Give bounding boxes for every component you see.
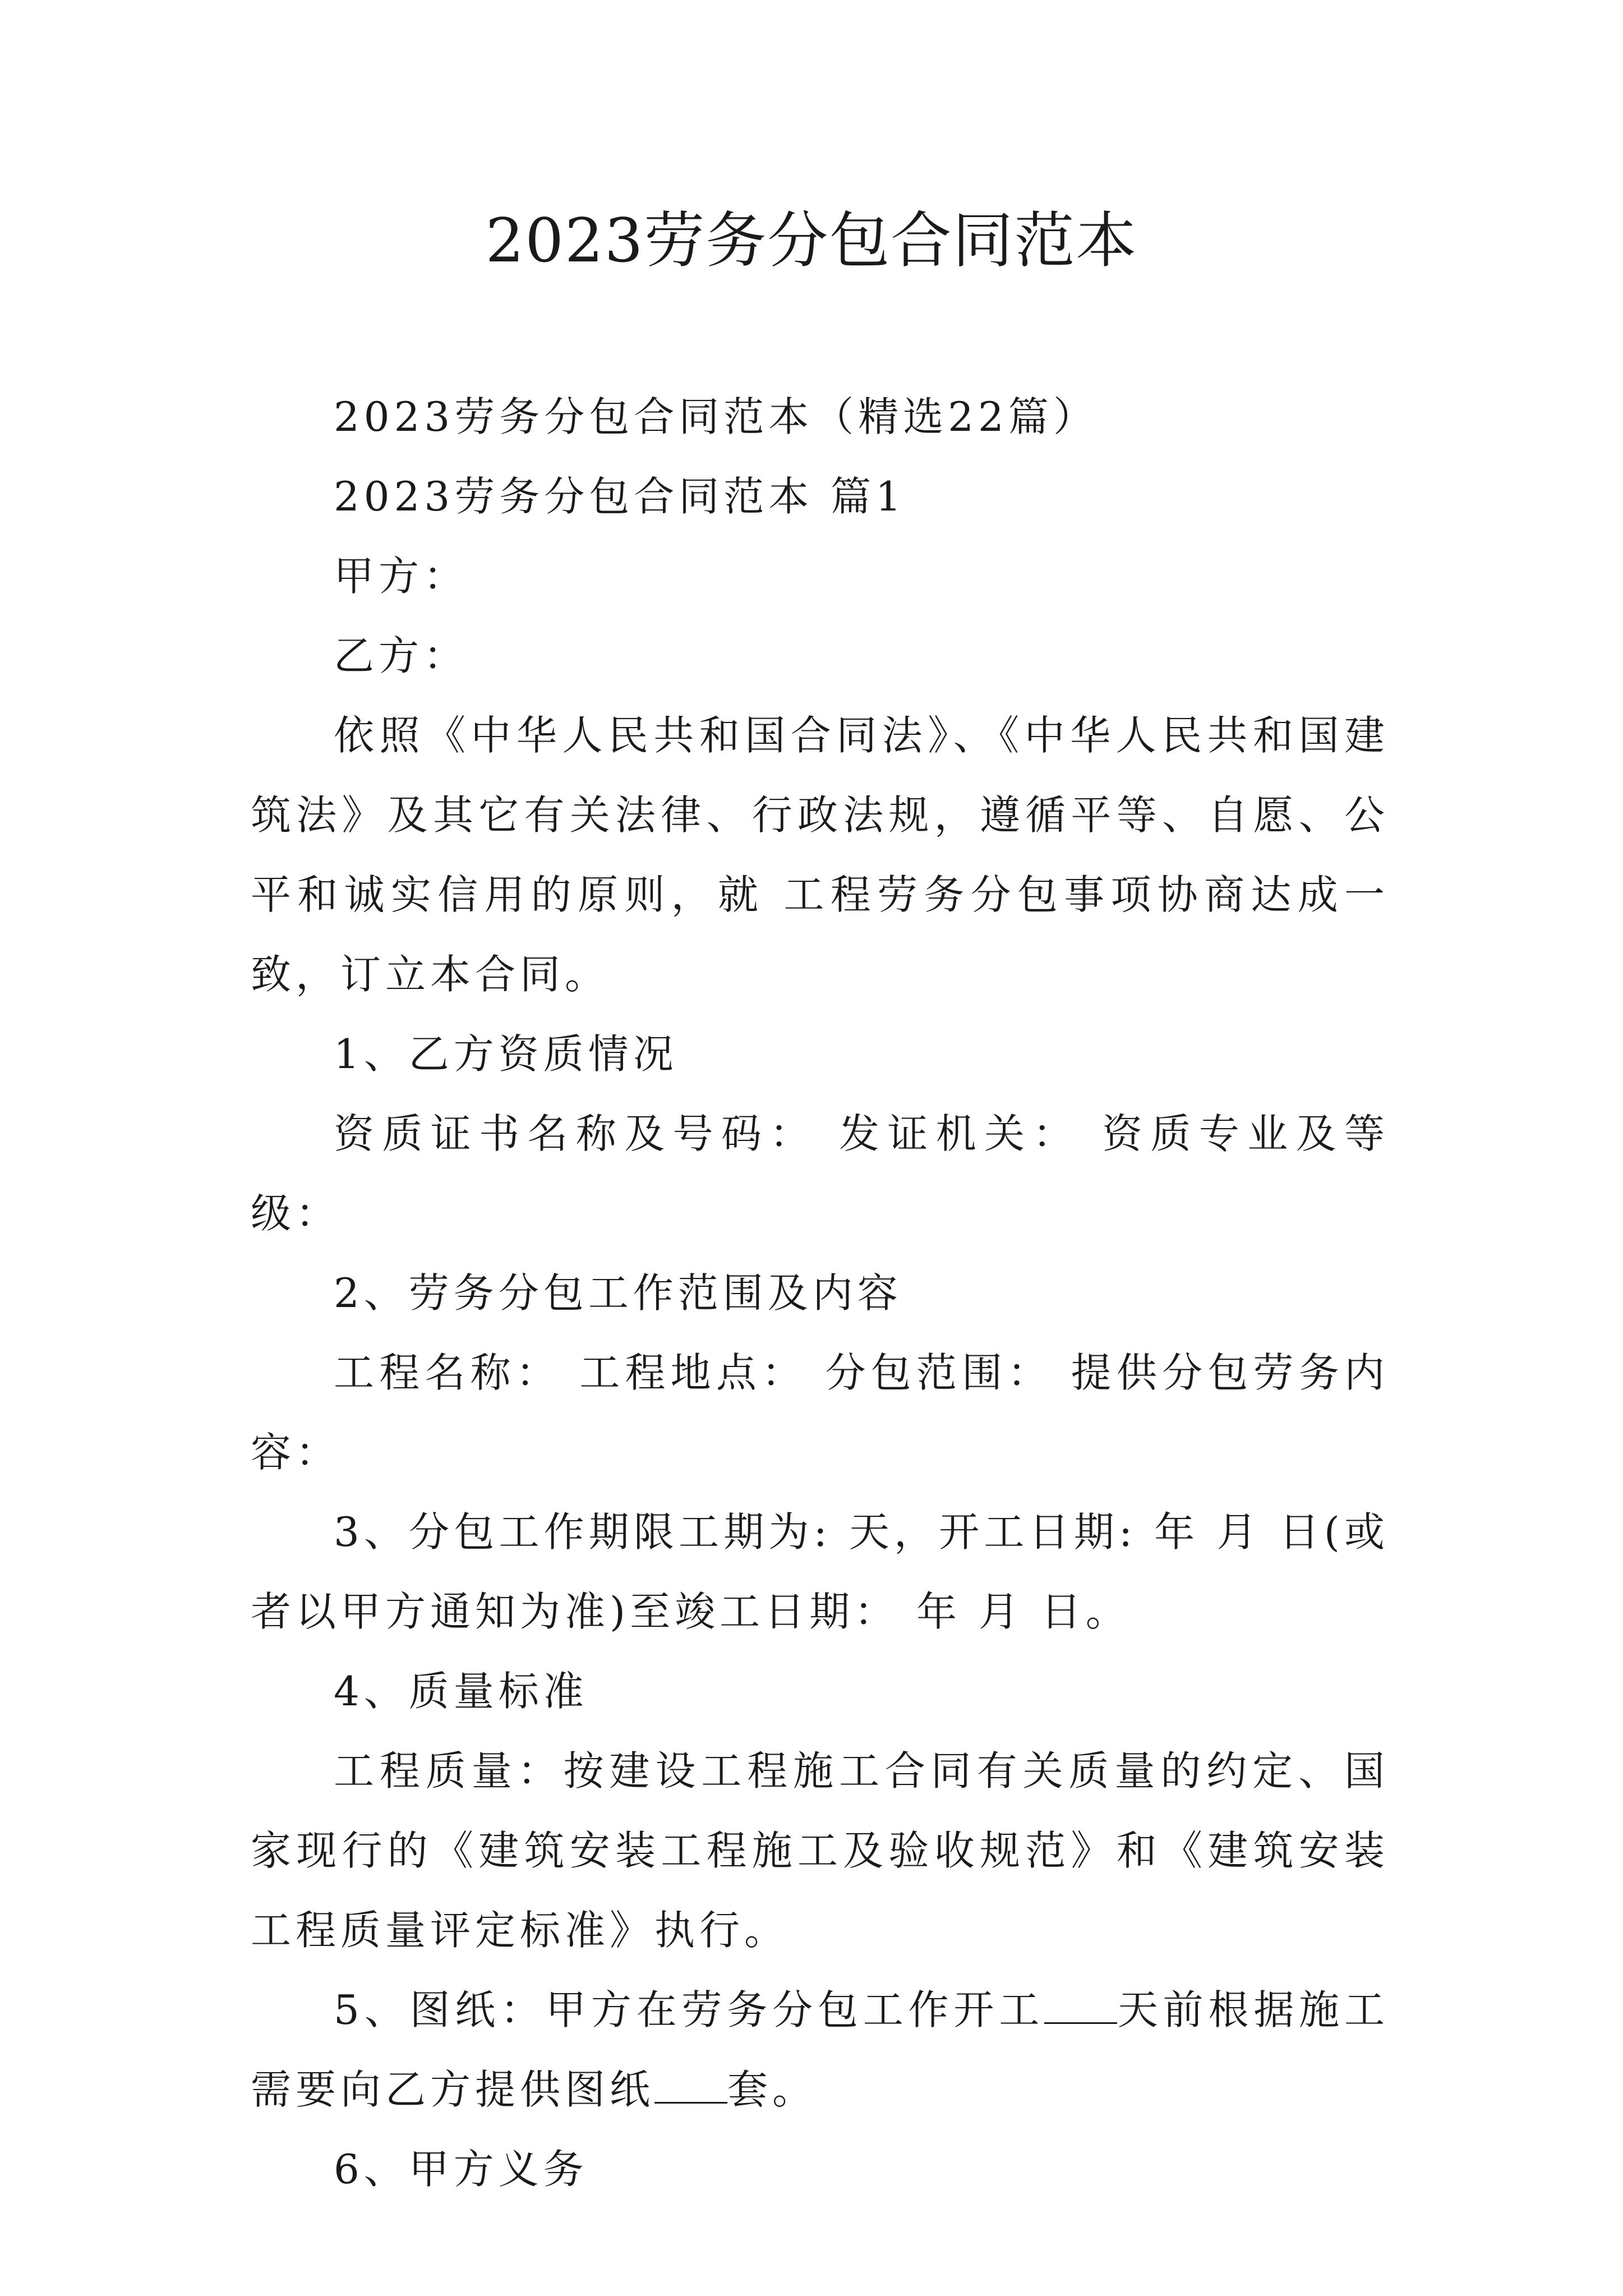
party-a-line: 甲方： [334,553,469,600]
section-5-part-2: 天前根据施工需要向乙方提供图纸 [251,1986,1389,2113]
section-5-part-1: 5、图纸：甲方在劳务分包工作开工 [334,1986,1045,2033]
fill-in-blank [1044,1987,1117,2024]
section-4-body: 工程质量：按建设工程施工合同有关质量的约定、国家现行的《建筑安装工程施工及验收规范》和《建筑安装工程质量评定标准》执行。 [251,1747,1389,1954]
collection-heading: 2023劳务分包合同范本（精选22篇） [334,393,1098,440]
document-title: 2023劳务分包合同范本 [485,206,1138,276]
preamble-paragraph: 依照《中华人民共和国合同法》、《中华人民共和国建筑法》及其它有关法律、行政法规，遵循平等、自愿、公平和诚实信用的原则，就 工程劳务分包事项协商达成一致，订立本合同。 [251,712,1389,998]
article-heading: 2023劳务分包合同范本 篇1 [334,473,906,520]
document-body [251,377,1389,2209]
section-1-body: 资质证书名称及号码： 发证机关： 资质专业及等级： [251,1110,1389,1237]
fill-in-blank [654,2067,727,2104]
section-6-title: 6、甲方义务 [334,2146,588,2193]
section-3-body: 3、分包工作期限工期为: 天，开工日期: 年 月 日(或者以甲方通知为准)至竣工日期： 年 月 日。 [251,1508,1389,1635]
section-4-title: 4、质量标准 [334,1668,588,1715]
section-5-part-3: 套。 [727,2066,818,2113]
section-5-body [251,1970,1389,2129]
section-2-title: 2、劳务分包工作范围及内容 [334,1269,902,1317]
party-b-line: 乙方： [334,632,469,679]
section-2-body: 工程名称： 工程地点： 分包范围： 提供分包劳务内容： [251,1349,1389,1476]
section-1-title: 1、乙方资质情况 [334,1030,678,1078]
